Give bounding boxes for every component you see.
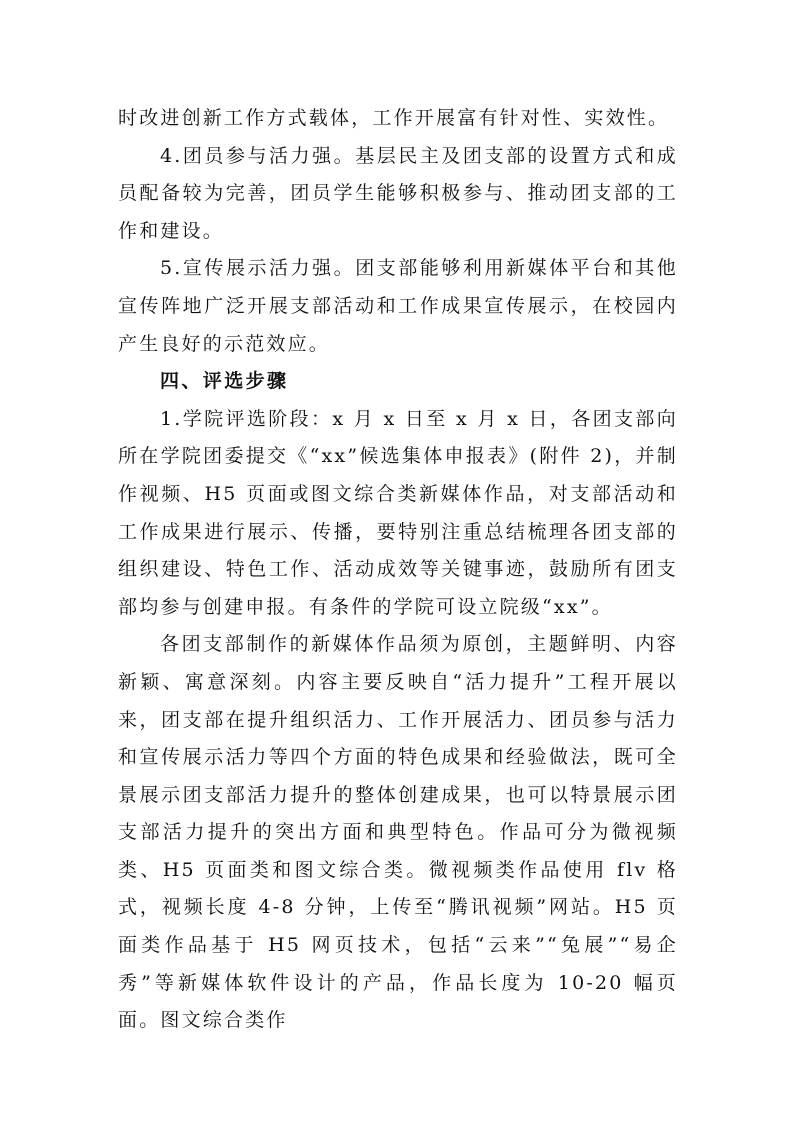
document-body: [118, 100, 678, 1040]
section-heading-4: 四、评选步骤: [160, 370, 289, 393]
paragraph-continuation: 时改进创新工作方式载体，工作开展富有针对性、实效性。: [118, 107, 670, 129]
paragraph-step-1: 1.学院评选阶段：x 月 x 日至 x 月 x 日，各团支部向所在学院团委提交《“xx”候选集体申报表》(附件 2)，并制作视频、H5 页面或图文综合类新媒体作品，对支部活动和工作成果进行展示、传播，要特别注重总结梳理各团支部的组织建设、特色工作、活动成效等关键事迹，鼓励所有团支部均参与创建申报。有条件的学院可设立院级“xx”。: [118, 407, 678, 618]
paragraph-item-4: 4.团员参与活力强。基层民主及团支部的设置方式和成员配备较为完善，团员学生能够积极参与、推动团支部的工作和建设。: [118, 144, 678, 242]
paragraph-item-5: 5.宣传展示活力强。团支部能够利用新媒体平台和其他宣传阵地广泛开展支部活动和工作成果宣传展示，在校园内产生良好的示范效应。: [118, 257, 678, 355]
paragraph-works: 各团支部制作的新媒体作品须为原创，主题鲜明、内容新颖、寓意深刻。内容主要反映自“活力提升”工程开展以来，团支部在提升组织活力、工作开展活力、团员参与活力和宣传展示活力等四个方面的特色成果和经验做法，既可全景展示团支部活力提升的整体创建成果，也可以特景展示团支部活力提升的突出方面和典型特色。作品可分为微视频类、H5 页面类和图文综合类。微视频类作品使用 flv 格式，视频长度 4-8 分钟，上传至“腾讯视频”网站。H5 页面类作品基于 H5 网页技术，包括“云来”“兔展”“易企秀”等新媒体软件设计的产品，作品长度为 10-20 幅页面。图文综合类作: [118, 633, 678, 1032]
